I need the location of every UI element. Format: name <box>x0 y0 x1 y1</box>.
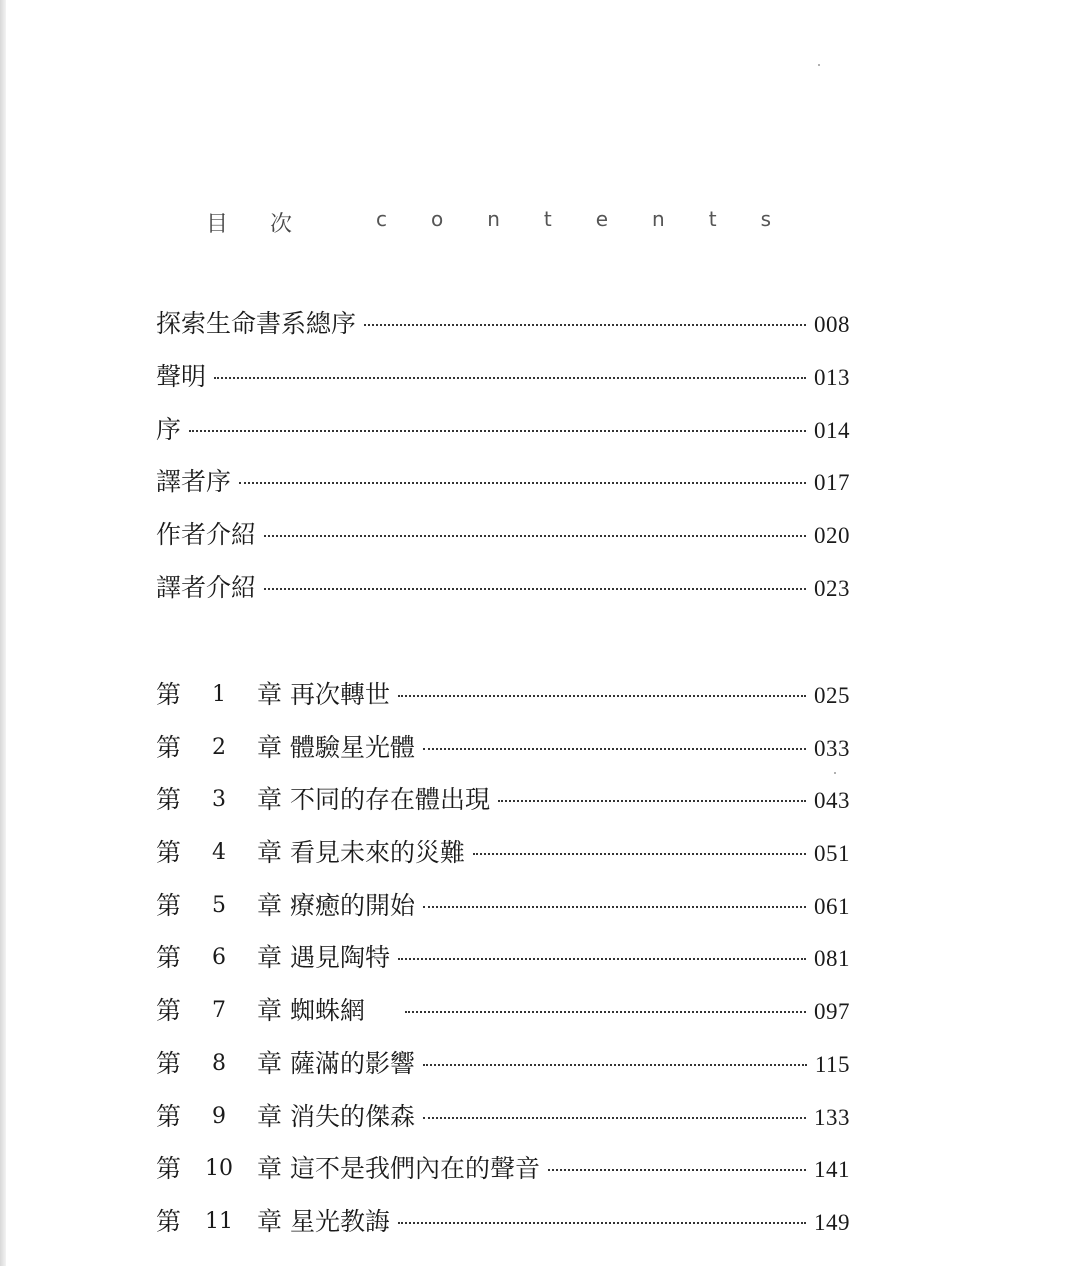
chapter-suffix: 章 <box>256 838 282 868</box>
chapter-title: 星光教誨 <box>290 1206 391 1236</box>
chapter-number: 3 <box>212 787 226 813</box>
dot-leader <box>189 430 806 432</box>
dot-leader <box>214 377 806 379</box>
toc-page-number: 020 <box>814 523 850 549</box>
chapter-page-number: 033 <box>814 735 850 761</box>
toc-title: 譯者序 <box>156 467 232 497</box>
toc-row[interactable] <box>156 357 850 410</box>
chapter-number: 11 <box>205 1208 233 1234</box>
toc-title: 探索生命書系總序 <box>156 309 357 338</box>
dot-leader <box>498 800 806 802</box>
chapter-prefix: 第 <box>156 1101 182 1131</box>
chapter-prefix: 第 <box>156 890 182 920</box>
dot-leader <box>264 535 806 537</box>
heading-cjk-2: 次 <box>270 212 293 237</box>
chapter-label <box>156 833 282 873</box>
chapter-page-number: 043 <box>814 788 850 814</box>
chapter-title: 這不是我們內在的聲音 <box>290 1154 541 1184</box>
chapter-row[interactable] <box>156 991 850 1044</box>
chapter-title: 薩滿的影響 <box>290 1048 416 1078</box>
chapter-row[interactable] <box>156 1044 850 1097</box>
page-left-edge <box>0 0 6 1266</box>
chapter-title: 消失的傑森 <box>290 1101 416 1131</box>
dot-leader <box>398 695 806 697</box>
chapter-number: 5 <box>212 892 226 918</box>
dot-leader <box>423 906 806 908</box>
chapter-page-number: 149 <box>814 1209 850 1235</box>
dot-leader <box>405 1011 806 1013</box>
chapter-prefix: 第 <box>156 1154 182 1184</box>
chapter-suffix: 章 <box>256 1206 282 1236</box>
chapter-label <box>156 675 282 715</box>
chapter-prefix: 第 <box>156 732 182 762</box>
dot-leader <box>423 1064 807 1066</box>
dot-leader <box>364 324 806 326</box>
dot-leader <box>548 1169 806 1171</box>
chapter-row[interactable] <box>156 780 850 833</box>
chapter-number: 1 <box>212 682 226 707</box>
chapter-title: 遇見陶特 <box>290 943 391 973</box>
chapter-label <box>156 938 282 978</box>
chapter-label <box>156 1149 282 1189</box>
chapter-suffix: 章 <box>256 943 282 973</box>
chapter-suffix: 章 <box>256 785 282 815</box>
toc-row[interactable] <box>156 568 850 621</box>
front-matter-list <box>156 304 850 621</box>
dot-leader <box>398 958 806 960</box>
toc-page-number: 014 <box>814 417 850 443</box>
chapter-label <box>156 1202 282 1242</box>
chapter-label <box>156 1097 282 1137</box>
chapter-number: 9 <box>212 1103 226 1129</box>
chapter-label <box>156 1044 282 1084</box>
toc-row[interactable] <box>156 304 850 357</box>
chapter-page-number: 141 <box>814 1157 850 1183</box>
chapter-suffix: 章 <box>256 1101 282 1131</box>
chapter-list <box>156 675 850 1255</box>
toc-page-number: 013 <box>814 364 850 390</box>
toc-title: 聲明 <box>156 361 207 391</box>
chapter-row[interactable] <box>156 833 850 886</box>
chapter-prefix: 第 <box>156 785 182 815</box>
chapter-label <box>156 991 282 1031</box>
chapter-label <box>156 886 282 926</box>
chapter-number: 10 <box>205 1156 233 1182</box>
chapter-row[interactable] <box>156 728 850 781</box>
chapter-suffix: 章 <box>256 1154 282 1184</box>
chapter-number: 7 <box>212 998 226 1024</box>
toc-title: 譯者介紹 <box>156 572 257 602</box>
dot-leader <box>398 1222 806 1224</box>
toc-row[interactable] <box>156 515 850 568</box>
chapter-page-number: 051 <box>814 841 850 867</box>
chapter-title: 體驗星光體 <box>290 732 416 762</box>
chapter-suffix: 章 <box>256 1048 282 1078</box>
chapter-label <box>156 728 282 768</box>
chapter-row[interactable] <box>156 1097 850 1150</box>
chapter-title: 療癒的開始 <box>290 890 416 920</box>
chapter-page-number: 097 <box>814 999 850 1025</box>
dot-leader <box>239 482 806 484</box>
chapter-label <box>156 780 282 820</box>
chapter-suffix: 章 <box>256 732 282 762</box>
toc-row[interactable] <box>156 410 850 463</box>
dot-leader <box>264 588 806 590</box>
chapter-row[interactable] <box>156 675 850 728</box>
chapter-suffix: 章 <box>256 680 282 709</box>
chapter-page-number: 115 <box>814 1051 850 1077</box>
chapter-row[interactable] <box>156 886 850 939</box>
toc-title: 作者介紹 <box>156 520 257 550</box>
chapter-suffix: 章 <box>256 996 282 1026</box>
dot-leader <box>423 748 806 750</box>
chapter-row[interactable] <box>156 938 850 991</box>
toc-page-number: 023 <box>814 575 850 601</box>
chapter-prefix: 第 <box>156 838 182 868</box>
heading-cjk-1: 目 <box>206 212 229 237</box>
scan-speck <box>818 64 820 66</box>
chapter-number: 6 <box>212 945 226 971</box>
scan-speck <box>834 772 836 774</box>
chapter-prefix: 第 <box>156 680 182 709</box>
chapter-number: 2 <box>212 734 226 760</box>
chapter-prefix: 第 <box>156 1048 182 1078</box>
heading-latin: contents <box>376 207 815 231</box>
chapter-prefix: 第 <box>156 996 182 1026</box>
chapter-prefix: 第 <box>156 943 182 973</box>
toc-page-number: 008 <box>814 312 850 337</box>
toc-page-number: 017 <box>814 470 850 496</box>
chapter-page-number: 081 <box>814 946 850 972</box>
toc-row[interactable] <box>156 462 850 515</box>
chapter-title: 不同的存在體出現 <box>290 785 491 815</box>
chapter-suffix: 章 <box>256 890 282 920</box>
chapter-title: 再次轉世 <box>290 680 391 709</box>
chapter-page-number: 133 <box>814 1104 850 1130</box>
toc-heading <box>206 203 815 243</box>
chapter-row[interactable] <box>156 1149 850 1202</box>
chapter-row[interactable] <box>156 1202 850 1255</box>
dot-leader <box>473 853 806 855</box>
dot-leader <box>423 1117 806 1119</box>
toc-title: 序 <box>156 414 182 444</box>
chapter-page-number: 025 <box>814 683 850 708</box>
chapter-title: 看見未來的災難 <box>290 838 466 868</box>
chapter-number: 8 <box>212 1050 226 1076</box>
chapter-page-number: 061 <box>814 893 850 919</box>
chapter-title: 蜘蛛網 <box>290 996 366 1026</box>
chapter-number: 4 <box>212 840 226 866</box>
chapter-prefix: 第 <box>156 1206 182 1236</box>
